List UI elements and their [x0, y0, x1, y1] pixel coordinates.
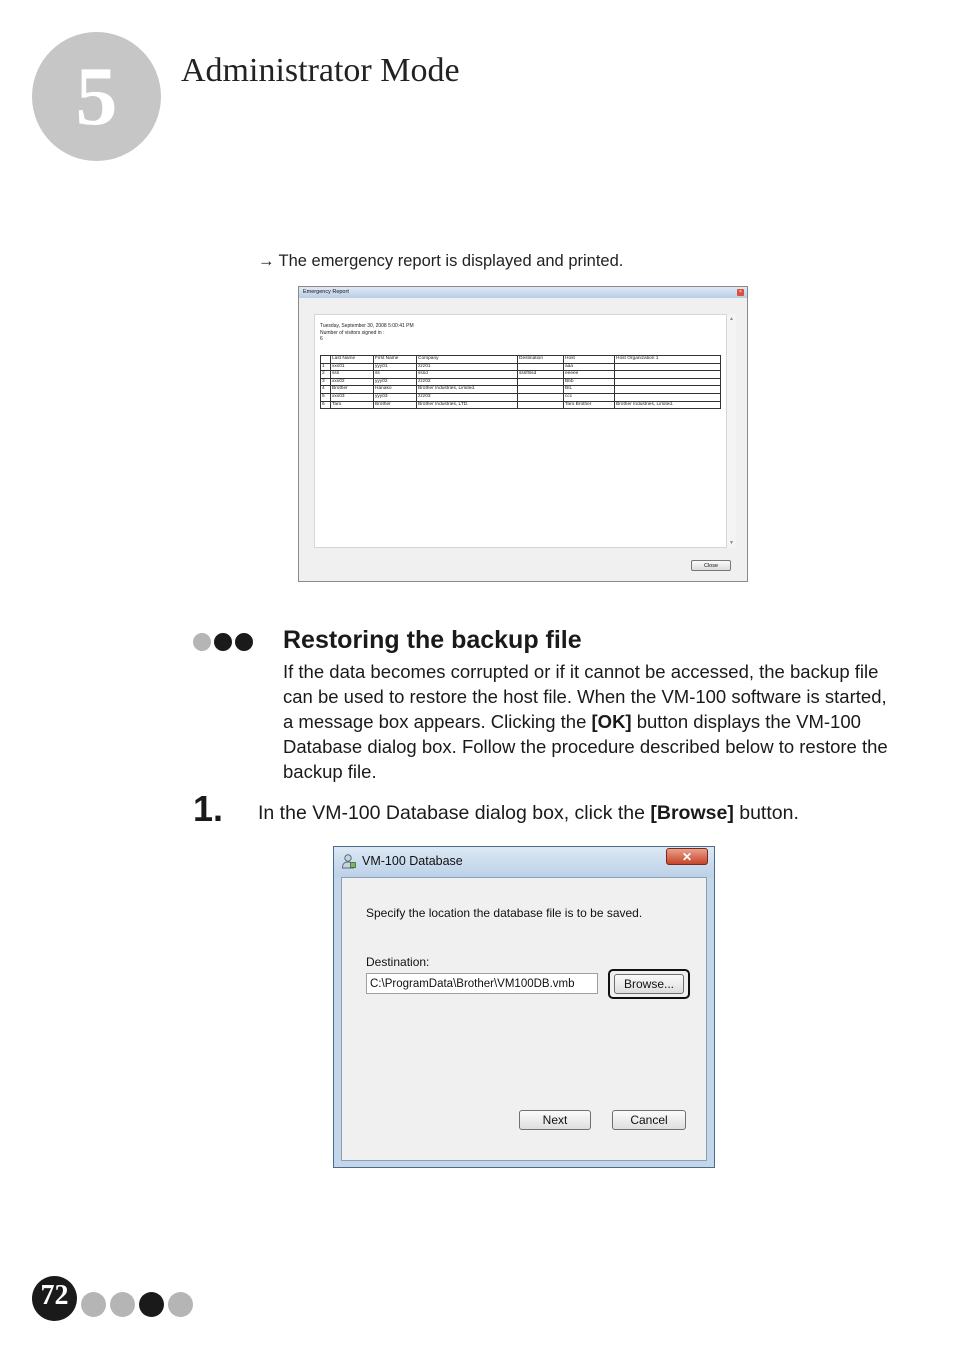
table-cell: 5	[321, 393, 331, 401]
footer-dot-icon	[139, 1292, 164, 1317]
table-cell	[518, 393, 564, 401]
next-button[interactable]: Next	[519, 1110, 591, 1130]
table-cell: 6	[321, 401, 331, 409]
table-cell	[518, 378, 564, 386]
arrow-right-icon: →	[258, 252, 275, 270]
section-body-text: If the data becomes corrupted or if it cannot be accessed, the backup file can be used to restore the host file. When the VM-100 software is started, a message box appears. Clicking the	[283, 661, 887, 732]
column-header: Destination	[518, 356, 564, 364]
table-cell: Brother Industries, Limited.	[615, 401, 721, 409]
step-text	[258, 802, 799, 825]
destination-label: Destination:	[366, 955, 430, 969]
table-cell: sss	[331, 371, 374, 379]
vm100-database-dialog	[333, 846, 715, 1168]
table-row	[321, 393, 721, 401]
dialog-instruction: Specify the location the database file is to be saved.	[366, 906, 643, 920]
footer-dot-icon	[110, 1292, 135, 1317]
table-cell: zzz03	[417, 393, 518, 401]
table-cell: Brother Industries, Limited.	[417, 386, 518, 394]
chapter-title: Administrator Mode	[181, 52, 460, 89]
table-cell: Brother	[331, 386, 374, 394]
section-body	[283, 659, 893, 784]
close-icon[interactable]: ×	[737, 289, 744, 296]
scroll-down-icon[interactable]: ▼	[729, 540, 734, 546]
table-cell: 3	[321, 378, 331, 386]
table-cell: Brother	[374, 401, 417, 409]
table-cell: xxx01	[331, 363, 374, 371]
table-cell: Hanako	[374, 386, 417, 394]
table-cell: Brother Industries, LTD.	[417, 401, 518, 409]
table-cell	[615, 371, 721, 379]
page-number: 72	[40, 1280, 69, 1311]
browse-button[interactable]: Browse...	[614, 974, 684, 994]
table-row	[321, 371, 721, 379]
dialog-title: VM-100 Database	[362, 854, 463, 868]
section-title: Restoring the backup file	[283, 626, 582, 654]
emergency-report-window	[298, 286, 748, 582]
table-cell: BIL	[564, 386, 615, 394]
report-date: Tuesday, September 30, 2008 5:00:41 PM	[320, 323, 414, 329]
table-cell	[518, 401, 564, 409]
table-cell: ss	[374, 371, 417, 379]
table-cell	[615, 363, 721, 371]
table-header-row	[321, 356, 721, 364]
table-cell: 2	[321, 371, 331, 379]
table-cell: Bbb	[564, 378, 615, 386]
report-meta	[320, 323, 414, 343]
table-cell: yyy03	[374, 393, 417, 401]
cancel-button[interactable]: Cancel	[612, 1110, 686, 1130]
result-line	[258, 252, 623, 271]
table-cell: zzz02	[417, 378, 518, 386]
report-close-button[interactable]: Close	[691, 560, 731, 571]
column-header: Host	[564, 356, 615, 364]
table-cell	[615, 393, 721, 401]
chapter-number: 5	[75, 50, 118, 143]
ok-button-reference: [OK]	[591, 711, 632, 732]
table-cell	[518, 363, 564, 371]
column-header: Host Organization 1	[615, 356, 721, 364]
table-cell: xxx02	[331, 378, 374, 386]
table-cell: Taro	[331, 401, 374, 409]
bullet-dot-icon	[214, 633, 232, 651]
table-cell: yyy02	[374, 378, 417, 386]
step-number: 1.	[193, 788, 224, 829]
table-cell	[518, 386, 564, 394]
section-body-text: button displays the VM-100 Database dialog box. Follow the procedure described below to restore the backup file.	[283, 711, 888, 782]
table-cell: sssd	[417, 371, 518, 379]
step-text-part: In the VM-100 Database dialog box, click the	[258, 802, 651, 824]
table-cell: xxx03	[331, 393, 374, 401]
table-cell: aaa	[564, 363, 615, 371]
visitor-count-label: Number of visitors signed in :	[320, 329, 385, 336]
report-scrollbar[interactable]	[727, 314, 736, 548]
table-cell	[615, 386, 721, 394]
emergency-report-titlebar	[299, 287, 747, 298]
step-text-part: button.	[733, 802, 799, 824]
table-cell: ccc	[564, 393, 615, 401]
table-row	[321, 401, 721, 409]
column-header: Company	[417, 356, 518, 364]
emergency-report-content	[314, 314, 727, 548]
column-header: Last Name	[331, 356, 374, 364]
table-cell	[615, 378, 721, 386]
destination-input[interactable]	[366, 973, 598, 994]
table-cell: sssffssd	[518, 371, 564, 379]
footer-dot-icon	[81, 1292, 106, 1317]
scroll-up-icon[interactable]: ▲	[729, 316, 734, 322]
table-cell: 1	[321, 363, 331, 371]
table-row	[321, 386, 721, 394]
visitor-count-value: 6	[320, 336, 323, 342]
dialog-client-area	[341, 877, 707, 1161]
dialog-titlebar	[334, 847, 714, 877]
footer-dot-icon	[168, 1292, 193, 1317]
visitor-table	[320, 355, 721, 409]
table-row	[321, 363, 721, 371]
column-header: First Name	[374, 356, 417, 364]
emergency-report-title: Emergency Report	[303, 289, 349, 295]
table-cell: eeeee	[564, 371, 615, 379]
user-icon	[341, 853, 357, 869]
browse-button-reference: [Browse]	[650, 802, 734, 824]
table-cell: zzz01	[417, 363, 518, 371]
table-cell: Taro Brother	[564, 401, 615, 409]
table-cell: yyy01	[374, 363, 417, 371]
table-cell: 4	[321, 386, 331, 394]
bullet-dot-icon	[193, 633, 211, 651]
table-row	[321, 378, 721, 386]
result-text: The emergency report is displayed and printed.	[278, 252, 624, 270]
close-icon[interactable]: ✕	[666, 848, 708, 865]
column-header	[321, 356, 331, 364]
bullet-dot-icon	[235, 633, 253, 651]
